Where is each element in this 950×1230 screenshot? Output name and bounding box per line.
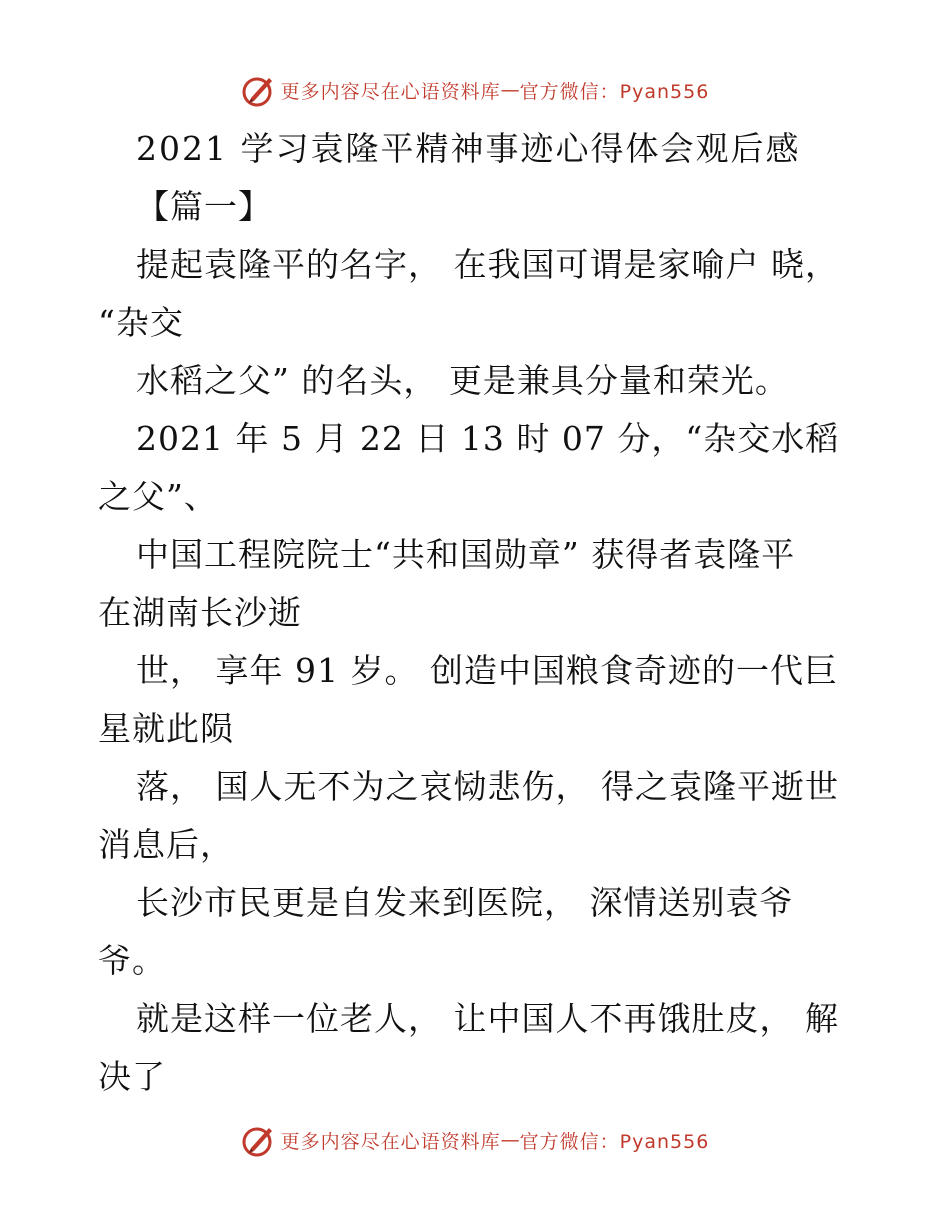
quill-logo-icon: [241, 1122, 277, 1158]
footer-banner: [0, 1120, 950, 1160]
paragraph-line: 长沙市民更是自发来到医院， 深情送别袁爷: [136, 883, 794, 922]
paragraph-line: 在湖南长沙逝: [98, 593, 302, 632]
document-body: [98, 120, 858, 1106]
paragraph-line: 落， 国人无不为之哀恸悲伤， 得之袁隆平逝世: [136, 767, 839, 806]
header-banner-text: 更多内容尽在心语资料库: [280, 80, 501, 103]
paragraph-line: 提起袁隆平的名字， 在我国可谓是家喻户 晓，: [136, 245, 839, 284]
header-banner-suffix: 官方微信：Pyan556: [519, 80, 710, 103]
paragraph-line: 爷。: [98, 941, 166, 980]
paragraph-line: 世， 享年 91 岁。 创造中国粮食奇迹的一代巨: [136, 651, 838, 690]
header-banner-separator: —: [500, 79, 520, 101]
section-label: 【篇一】: [136, 187, 272, 226]
paragraph-line: “杂交: [98, 303, 184, 342]
document-title: 2021 学习袁隆平精神事迹心得体会观后感: [136, 129, 801, 168]
paragraph-line: 之父”、: [98, 477, 218, 516]
paragraph-line: 星就此陨: [98, 709, 234, 748]
paragraph-line: 就是这样一位老人， 让中国人不再饿肚皮， 解: [136, 999, 839, 1038]
paragraph-line: 2021 年 5 月 22 日 13 时 07 分，“杂交水稻: [136, 419, 840, 458]
paragraph-line: 决了: [98, 1057, 166, 1096]
paragraph-line: 中国工程院院士“共和国勋章” 获得者袁隆平: [136, 535, 796, 574]
paragraph-line: 水稻之父” 的名头， 更是兼具分量和荣光。: [136, 361, 789, 400]
footer-banner-separator: —: [500, 1129, 520, 1151]
footer-banner-text: 更多内容尽在心语资料库: [280, 1130, 501, 1153]
header-banner: [0, 70, 950, 110]
footer-banner-suffix: 官方微信：Pyan556: [519, 1130, 710, 1153]
quill-logo-icon: [241, 72, 277, 108]
paragraph-line: 消息后，: [98, 825, 234, 864]
